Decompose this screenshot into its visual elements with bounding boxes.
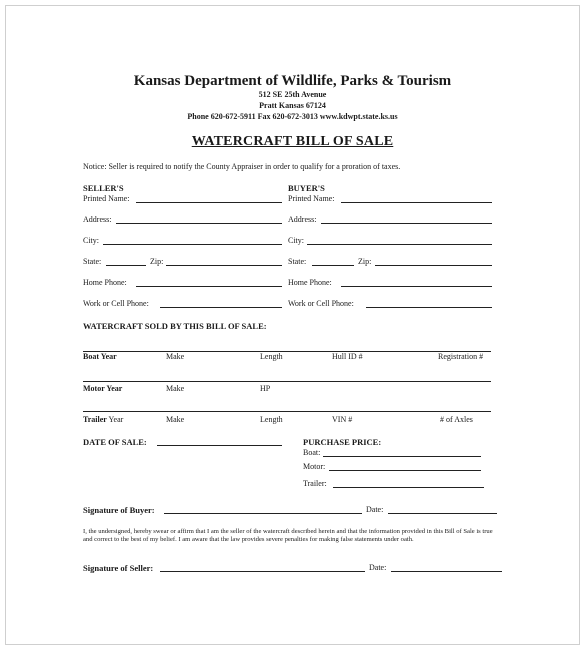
price-trailer-label: Trailer: (303, 479, 327, 488)
buyer-state-field[interactable] (312, 265, 354, 266)
buyer-city-field[interactable] (307, 244, 492, 245)
buyer-date-field[interactable] (388, 513, 497, 514)
buyer-zip-label: Zip: (358, 257, 372, 266)
purchase-price-heading: PURCHASE PRICE: (303, 437, 382, 447)
affirmation-text: I, the undersigned, hereby swear or affirm that I am the seller of the watercraft described herein and that the information provided in this Bill of Sale is true and correct to the best of my belief. I am aware that the law provides severe penalties for making false statements under oath. (83, 528, 493, 544)
buyer-state-label: State: (288, 257, 307, 266)
buyer-work-phone-field[interactable] (366, 307, 492, 308)
boat-row-entry-line[interactable] (83, 381, 491, 382)
buyer-home-phone-field[interactable] (341, 286, 492, 287)
seller-signature-field[interactable] (160, 571, 365, 572)
motor-make-label: Make (166, 384, 185, 393)
price-motor-field[interactable] (329, 470, 481, 471)
trailer-year-label: Trailer Year (83, 415, 124, 424)
seller-printed-name-label: Printed Name: (83, 194, 130, 203)
motor-year-label: Motor Year (83, 384, 123, 393)
boat-hull-id-label: Hull ID # (332, 352, 363, 361)
buyer-home-phone-label: Home Phone: (288, 278, 332, 287)
price-trailer-field[interactable] (333, 487, 484, 488)
seller-printed-name-field[interactable] (136, 202, 282, 203)
trailer-axles-label: # of Axles (440, 415, 473, 424)
seller-state-field[interactable] (106, 265, 146, 266)
seller-home-phone-field[interactable] (136, 286, 282, 287)
price-boat-label: Boat: (303, 448, 321, 457)
buyer-city-label: City: (288, 236, 305, 245)
boat-length-label: Length (260, 352, 283, 361)
seller-address-field[interactable] (116, 223, 282, 224)
seller-zip-field[interactable] (166, 265, 282, 266)
buyer-printed-name-label: Printed Name: (288, 194, 335, 203)
seller-work-phone-field[interactable] (160, 307, 282, 308)
buyer-printed-name-field[interactable] (341, 202, 492, 203)
seller-home-phone-label: Home Phone: (83, 278, 127, 287)
boat-registration-label: Registration # (438, 352, 484, 361)
boat-year-label: Boat Year (83, 352, 117, 361)
agency-contact: Phone 620-672-5911 Fax 620-672-3013 www.kdwpt.state.ks.us (187, 112, 398, 121)
agency-address: 512 SE 25th Avenue (258, 90, 327, 99)
buyer-address-field[interactable] (321, 223, 492, 224)
agency-name: Kansas Department of Wildlife, Parks & Tourism (133, 73, 452, 89)
watercraft-heading: WATERCRAFT SOLD BY THIS BILL OF SALE: (83, 321, 267, 331)
seller-address-label: Address: (83, 215, 112, 224)
seller-state-label: State: (83, 257, 102, 266)
buyer-zip-field[interactable] (375, 265, 492, 266)
seller-signature-label: Signature of Seller: (83, 563, 154, 573)
date-of-sale-label: DATE OF SALE: (83, 437, 147, 447)
date-of-sale-field[interactable] (157, 445, 282, 446)
notice-text: Notice: Seller is required to notify the County Appraiser in order to qualify for a proration of taxes. (83, 162, 401, 171)
buyer-address-label: Address: (288, 215, 317, 224)
motor-hp-label: HP (260, 384, 271, 393)
buyer-date-label: Date: (366, 505, 384, 514)
buyer-signature-label: Signature of Buyer: (83, 505, 155, 515)
seller-date-label: Date: (369, 563, 387, 572)
seller-city-field[interactable] (103, 244, 282, 245)
boat-make-label: Make (166, 352, 185, 361)
seller-city-label: City: (83, 236, 100, 245)
seller-zip-label: Zip: (150, 257, 164, 266)
buyer-signature-field[interactable] (164, 513, 362, 514)
buyer-work-phone-label: Work or Cell Phone: (288, 299, 354, 308)
seller-date-field[interactable] (391, 571, 502, 572)
trailer-length-label: Length (260, 415, 283, 424)
motor-row-entry-line[interactable] (83, 411, 491, 412)
price-boat-field[interactable] (323, 456, 481, 457)
boat-row-top-line (83, 351, 491, 352)
seller-work-phone-label: Work or Cell Phone: (83, 299, 149, 308)
trailer-make-label: Make (166, 415, 185, 424)
form-title: WATERCRAFT BILL OF SALE (191, 134, 394, 149)
trailer-vin-label: VIN # (332, 415, 353, 424)
agency-city: Pratt Kansas 67124 (259, 101, 326, 110)
price-motor-label: Motor: (303, 462, 326, 471)
buyer-heading: BUYER'S (288, 183, 325, 193)
seller-heading: SELLER'S (83, 183, 124, 193)
